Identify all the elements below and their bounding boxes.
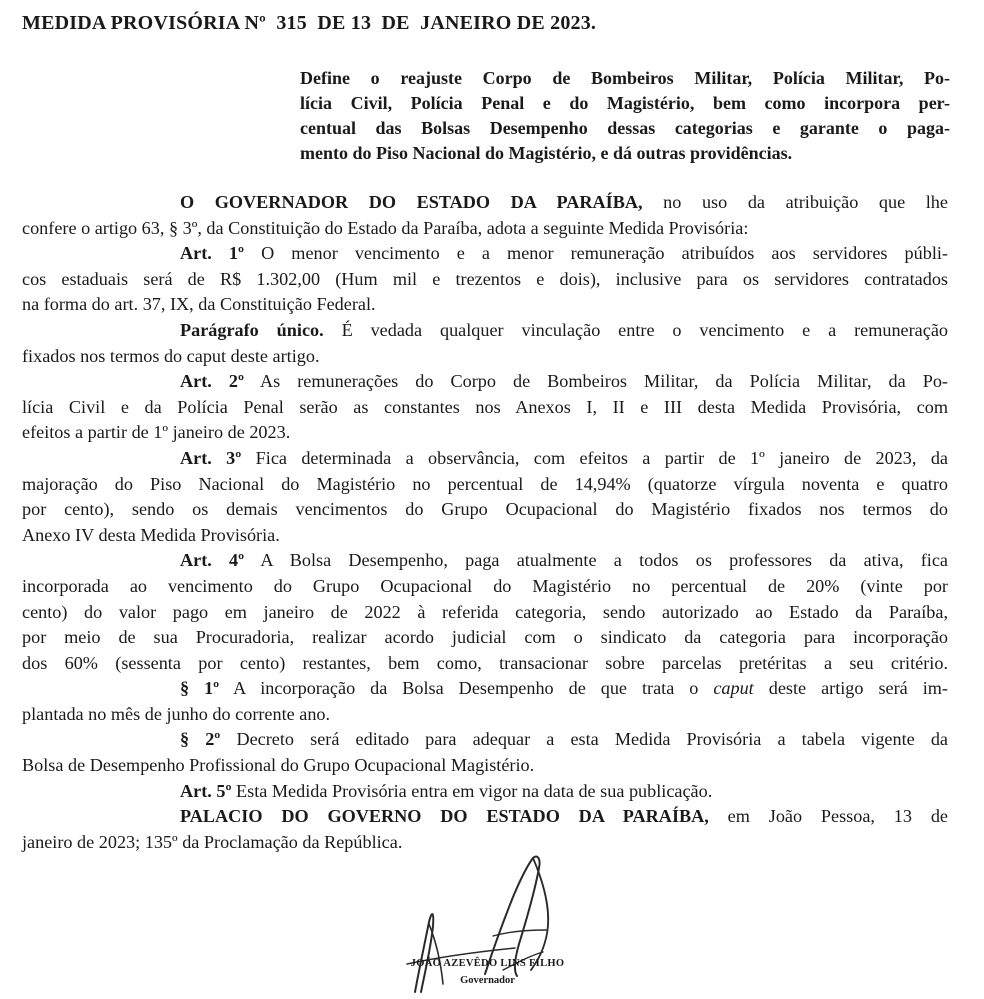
- paragrafo-unico-text: É vedada qualquer vinculação entre o vencimento e a remuneração: [323, 319, 948, 340]
- art2-line: [22, 369, 948, 395]
- art4-p1-line: plantada no mês de junho do corrente ano.: [22, 703, 331, 724]
- art4-p1-label: § 1º: [180, 678, 220, 699]
- document-body: [22, 190, 948, 855]
- ementa-line: Define o reajuste Corpo de Bombeiros Militar, Polícia Militar, Po-: [300, 68, 950, 88]
- art4-p2-line: [22, 727, 948, 753]
- art4-p1-line: [22, 676, 948, 702]
- ementa-line: mento do Piso Nacional do Magistério, e dá outras providências.: [300, 143, 793, 163]
- closing-line: [22, 804, 948, 830]
- art4-text: A Bolsa Desempenho, paga atualmente a todos os professores da ativa, fica: [244, 550, 948, 571]
- art1-label: Art. 1º: [180, 243, 244, 264]
- art4-p1-caput: caput: [713, 678, 754, 699]
- preamble-line: [22, 190, 948, 216]
- paragrafo-unico-line: fixados nos termos do caput deste artigo.: [22, 345, 320, 366]
- art4-line: cento) do valor pago em janeiro de 2022 à referida categoria, sendo autorizado ao Estado da Paraíba,: [22, 601, 948, 622]
- art2-line: lícia Civil e da Polícia Penal serão as constantes nos Anexos I, II e III desta Medida Provisória, com: [22, 396, 948, 417]
- art3-text: Fica determinada a observância, com efeitos a partir de 1º janeiro de 2023, da: [241, 447, 948, 468]
- art4-label: Art. 4º: [180, 550, 245, 571]
- art4-p1-text: A incorporação da Bolsa Desempenho de que trata o: [219, 678, 714, 699]
- art5-line: [22, 779, 948, 805]
- ementa-line: lícia Civil, Polícia Penal e do Magistério, bem como incorpora per-: [300, 93, 950, 113]
- art3-label: Art. 3º: [180, 447, 242, 468]
- art4-p2-text: Decreto será editado para adequar a esta Medida Provisória a tabela vigente da: [220, 729, 949, 750]
- art3-line: majoração do Piso Nacional do Magistério no percentual de 14,94% (quatorze vírgula noventa e quatro: [22, 473, 948, 494]
- art5-label: Art. 5º: [180, 780, 232, 801]
- signatory-role: Governador: [460, 975, 515, 986]
- art4-line: dos 60% (sessenta por cento) restantes, bem como, transacionar sobre parcelas pretéritas a seu critério.: [22, 652, 948, 673]
- art1-line: cos estaduais será de R$ 1.302,00 (Hum mil e trezentos e dois), inclusive para os servidores contratados: [22, 268, 948, 289]
- art4-line: por meio de sua Procuradoria, realizar acordo judicial com o sindicato da categoria para incorporação: [22, 627, 948, 648]
- art2-text: As remunerações do Corpo de Bombeiros Militar, da Polícia Militar, da Po-: [243, 371, 948, 392]
- closing-line: janeiro de 2023; 135º da Proclamação da República.: [22, 831, 403, 852]
- preamble-text: no uso da atribuição que lhe: [642, 192, 948, 212]
- signatory-name: JOÃO AZEVÊDO LINS FILHO: [410, 958, 565, 969]
- preamble-authority: O GOVERNADOR DO ESTADO DA PARAÍBA,: [180, 192, 643, 212]
- paragrafo-unico-line: [22, 318, 948, 344]
- art1-line: na forma do art. 37, IX, da Constituição Federal.: [22, 294, 376, 315]
- ementa-line: centual das Bolsas Desempenho dessas categorias e garante o paga-: [300, 118, 950, 138]
- art4-line: [22, 548, 948, 574]
- paragrafo-unico-label: Parágrafo único.: [180, 319, 324, 340]
- closing-label: PALACIO DO GOVERNO DO ESTADO DA PARAÍBA,: [180, 806, 709, 827]
- closing-text: em João Pessoa, 13 de: [708, 806, 948, 827]
- art1-text: O menor vencimento e a menor remuneração atribuídos aos servidores públi-: [244, 243, 948, 264]
- art3-line: por cento), sendo os demais vencimentos do Grupo Ocupacional do Magistério fixados nos termos do: [22, 499, 948, 520]
- art3-line: [22, 446, 948, 472]
- art2-line: efeitos a partir de 1º janeiro de 2023.: [22, 422, 291, 443]
- art4-p2-line: Bolsa de Desempenho Profissional do Grupo Ocupacional Magistério.: [22, 755, 535, 776]
- art1-line: [22, 241, 948, 267]
- art2-label: Art. 2º: [180, 371, 244, 392]
- art4-p2-label: § 2º: [180, 729, 221, 750]
- art3-line: Anexo IV desta Medida Provisória.: [22, 524, 280, 545]
- document-title: MEDIDA PROVISÓRIA Nº 315 DE 13 DE JANEIRO DE 2023.: [22, 12, 597, 34]
- preamble-line: confere o artigo 63, § 3º, da Constituição do Estado da Paraíba, adota a seguinte Medida Provisória:: [22, 217, 749, 238]
- art5-text: Esta Medida Provisória entra em vigor na data de sua publicação.: [231, 780, 713, 801]
- art4-p1-text: deste artigo será im-: [753, 678, 948, 699]
- ementa: [300, 66, 950, 166]
- art4-line: incorporada ao vencimento do Grupo Ocupacional do Magistério no percentual de 20% (vinte por: [22, 575, 948, 596]
